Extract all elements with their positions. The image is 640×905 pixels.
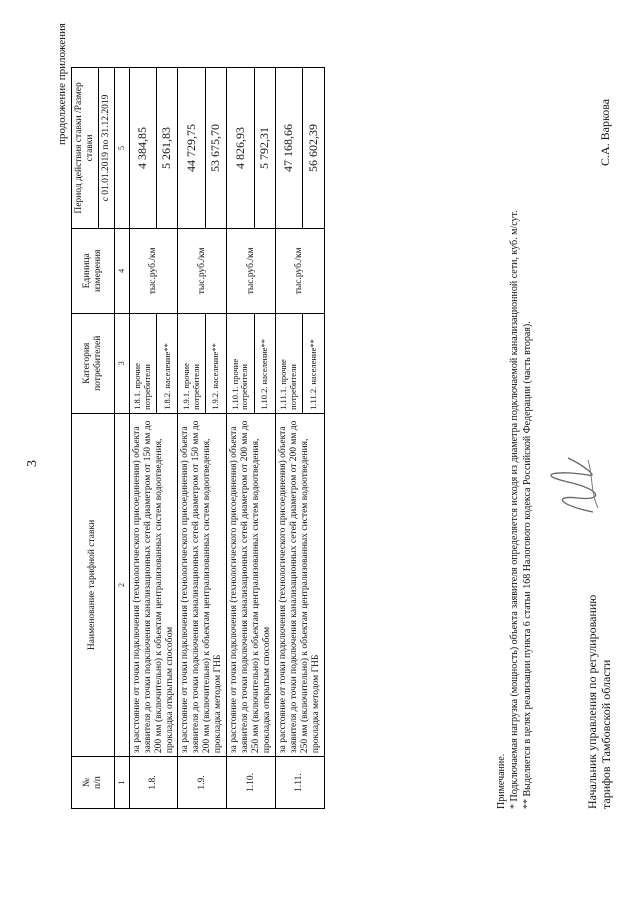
row-number: 1.8. xyxy=(129,757,178,809)
consumer-category: 1.9.2. население** xyxy=(206,313,227,413)
signatory-name: С.А. Варкова xyxy=(598,98,612,166)
table-row xyxy=(275,68,303,809)
column-index: 4 xyxy=(114,228,129,313)
rate-value: 47 168,66 xyxy=(275,68,303,229)
row-number: 1.9. xyxy=(178,757,227,809)
position-line: Начальник управления по регулированию xyxy=(585,594,599,809)
header-num: № п/п xyxy=(72,757,115,809)
unit-cell: тыс.руб./км xyxy=(227,228,276,313)
note-line: * Подключаемая нагрузка (мощность) объекта заявителя определяется исходя из диаметра подключаемой канализационной сети, куб. м/сут. xyxy=(509,210,520,809)
notes xyxy=(495,210,534,809)
table-row xyxy=(227,68,255,809)
rate-value: 53 675,70 xyxy=(206,68,227,229)
tariff-table xyxy=(71,67,325,809)
position-line: тарифов Тамбовской области xyxy=(599,659,614,809)
header-name: Наименование тарифной ставки xyxy=(72,413,115,756)
rate-value: 5 261,83 xyxy=(157,68,178,229)
unit-cell: тыс.руб./км xyxy=(275,228,324,313)
header-period: Период действия ставки /Размер ставки xyxy=(72,68,99,229)
rate-value: 4 384,85 xyxy=(129,68,157,229)
consumer-category: 1.11.1. прочие потребители xyxy=(275,313,303,413)
note-line: ** Выделяется в целях реализации пункта 6 статьи 168 Налогового кодекса Российской Федерации (часть вторая). xyxy=(522,321,533,809)
tariff-name: за расстояние от точки подключения (технологического присоединения) объекта заявителя до точки подключения канализационных сетей диаметром от 150 мм до 200 мм (включительно) к объектам централизованных систем водоотведения, прокладка методом ГНБ xyxy=(178,413,227,756)
consumer-category: 1.10.2. население** xyxy=(254,313,275,413)
notes-title: Примечание. xyxy=(496,753,507,809)
tariff-name: за расстояние от точки подключения (технологического присоединения) объекта заявителя до точки подключения канализационных сетей диаметром от 200 мм до 250 мм (включительно) к объектам централизованных систем водоотведения, прокладка открытым способом xyxy=(227,413,276,756)
consumer-category: 1.10.1. прочие потребители xyxy=(227,313,255,413)
column-index: 1 xyxy=(114,757,129,809)
table-row xyxy=(178,68,206,809)
appendix-note: продолжение приложения xyxy=(56,23,68,145)
rate-value: 44 729,75 xyxy=(178,68,206,229)
page-number: 3 xyxy=(25,460,40,467)
rate-value: 56 602,39 xyxy=(303,68,324,229)
consumer-category: 1.11.2. население** xyxy=(303,313,324,413)
unit-cell: тыс.руб./км xyxy=(178,228,227,313)
rate-value: 5 792,31 xyxy=(254,68,275,229)
column-index: 2 xyxy=(114,413,129,756)
tariff-name: за расстояние от точки подключения (технологического присоединения) объекта заявителя до точки подключения канализационных сетей диаметром от 200 мм до 250 мм (включительно) к объектам централизованных систем водоотведения, прокладка методом ГНБ xyxy=(275,413,324,756)
rate-value: 4 826,93 xyxy=(227,68,255,229)
table-row xyxy=(129,68,157,809)
column-index-row xyxy=(114,68,129,809)
consumer-category: 1.8.2. население** xyxy=(157,313,178,413)
consumer-category: 1.8.1. прочие потребители xyxy=(129,313,157,413)
header-category: Категория потребителей xyxy=(72,313,115,413)
column-index: 5 xyxy=(114,68,129,229)
row-number: 1.11. xyxy=(275,757,324,809)
table-header-row xyxy=(72,68,99,809)
consumer-category: 1.9.1. прочие потребители xyxy=(178,313,206,413)
row-number: 1.10. xyxy=(227,757,276,809)
handwritten-signature xyxy=(548,450,608,520)
signatory-position xyxy=(585,595,614,809)
unit-cell: тыс.руб./км xyxy=(129,228,178,313)
header-period-dates: с 01.01.2019 по 31.12.2019 xyxy=(98,68,114,229)
header-unit: Единица измерения xyxy=(72,228,115,313)
tariff-name: за расстояние от точки подключения (технологического присоединения) объекта заявителя до точки подключения канализационных сетей диаметром от 150 мм до 200 мм (включительно) к объектам централизованных систем водоотведения, прокладка открытым способом xyxy=(129,413,178,756)
column-index: 3 xyxy=(114,313,129,413)
